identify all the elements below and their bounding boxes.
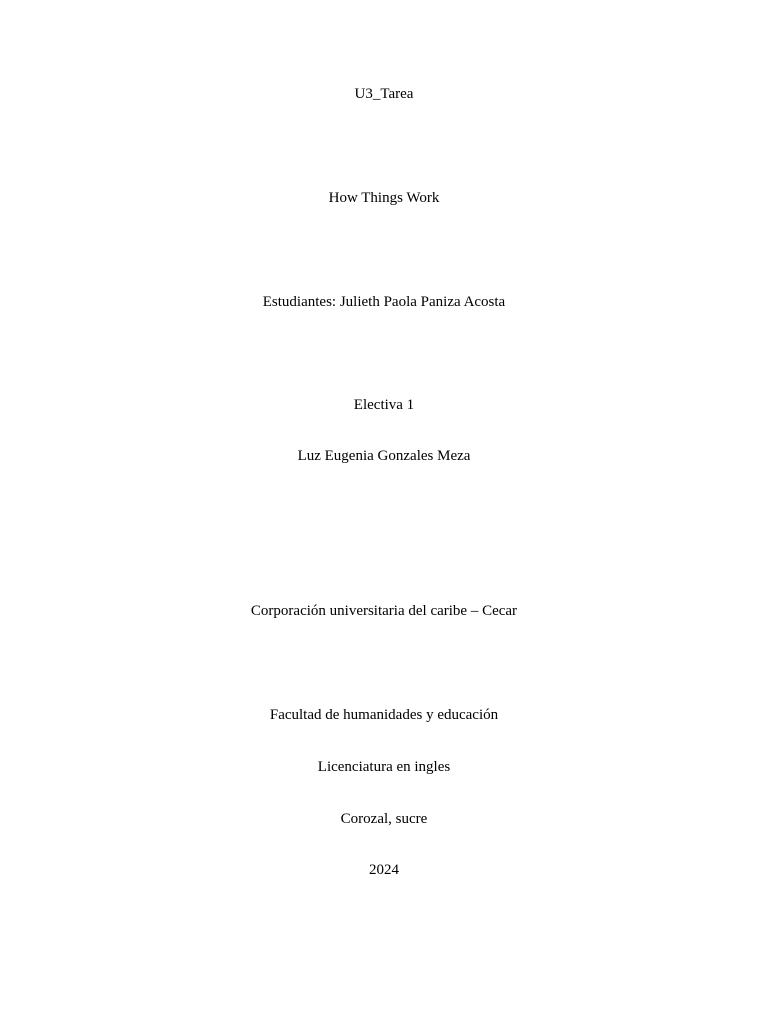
assignment-subject: How Things Work — [328, 190, 440, 206]
university-name: Corporación universitaria del caribe – Cecar — [250, 603, 518, 619]
course-name: Electiva 1 — [353, 397, 415, 413]
program-name: Licenciatura en ingles — [317, 759, 451, 775]
year: 2024 — [369, 862, 399, 878]
location: Corozal, sucre — [340, 811, 428, 827]
document-title: U3_Tarea — [354, 86, 414, 102]
students-line: Estudiantes: Julieth Paola Paniza Acosta — [262, 294, 506, 310]
faculty-name: Facultad de humanidades y educación — [269, 707, 499, 723]
teacher-name: Luz Eugenia Gonzales Meza — [297, 448, 471, 464]
